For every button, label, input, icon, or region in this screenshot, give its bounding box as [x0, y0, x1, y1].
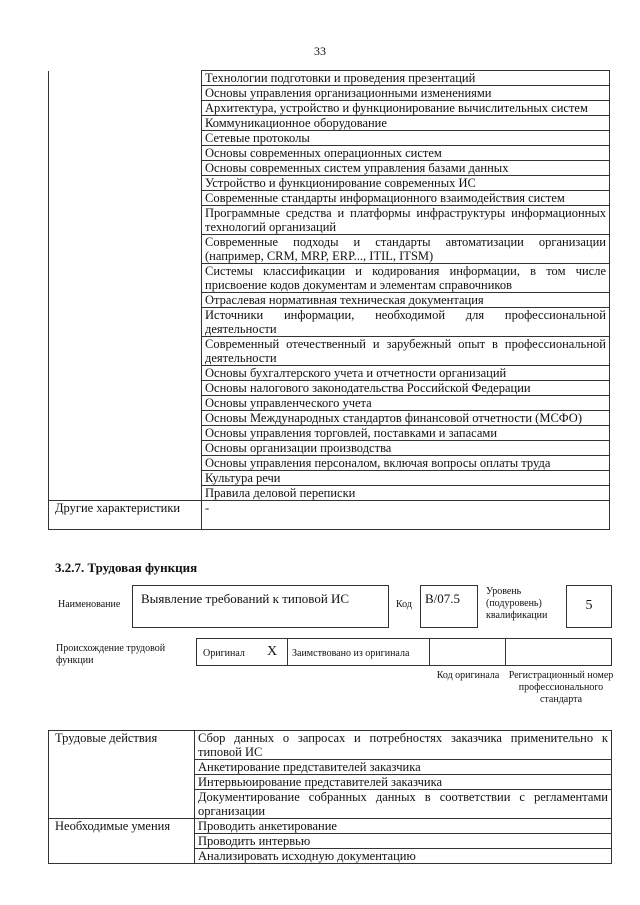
table-row — [49, 456, 610, 471]
knowledge-item: Системы классификации и кодирования информации, в том числе присвоение кодов документам и элементам справочников — [202, 264, 610, 293]
knowledge-item: Основы управления организационными изменениями — [202, 86, 610, 101]
original-mark: X — [267, 644, 278, 659]
row-label-cell — [49, 146, 202, 161]
origin-label: Происхождение трудовой функции — [56, 643, 166, 666]
row-label-cell — [49, 71, 202, 86]
knowledge-item: Современный отечественный и зарубежный опыт в профессиональной деятельности — [202, 337, 610, 366]
list-item: Проводить интервью — [195, 834, 612, 849]
knowledge-item: Архитектура, устройство и функционирование вычислительных систем — [202, 101, 610, 116]
section-title: 3.2.7. Трудовая функция — [55, 560, 198, 575]
knowledge-item: Программные средства и платформы инфраструктуры информационных технологий организаций — [202, 206, 610, 235]
table-row — [49, 161, 610, 176]
row-label-cell — [49, 486, 202, 501]
knowledge-item: Основы организации производства — [202, 441, 610, 456]
list-item: Сбор данных о запросах и потребностях заказчика применительно к типовой ИС — [195, 731, 612, 760]
other-label: Другие характеристики — [49, 501, 202, 530]
original-label: Оригинал — [203, 648, 245, 659]
row-label-cell — [49, 411, 202, 426]
code-original-cell — [430, 638, 506, 666]
knowledge-item: Отраслевая нормативная техническая документация — [202, 293, 610, 308]
table-row — [49, 471, 610, 486]
row-label-cell — [49, 116, 202, 131]
knowledge-item: Основы управленческого учета — [202, 396, 610, 411]
knowledge-item: Основы бухгалтерского учета и отчетности организаций — [202, 366, 610, 381]
knowledge-item: Основы Международных стандартов финансовой отчетности (МСФО) — [202, 411, 610, 426]
row-label-cell — [49, 441, 202, 456]
row-label-cell — [49, 235, 202, 264]
table-row — [49, 337, 610, 366]
borrowed-label: Заимствовано из оригинала — [292, 648, 410, 659]
code-value: B/07.5 — [420, 585, 478, 628]
table-row — [49, 264, 610, 293]
table-row — [49, 501, 610, 530]
row-label-cell — [49, 426, 202, 441]
row-label-cell — [49, 381, 202, 396]
knowledge-item: Основы современных систем управления базами данных — [202, 161, 610, 176]
row-label-cell — [49, 396, 202, 411]
knowledge-item: Основы налогового законодательства Российской Федерации — [202, 381, 610, 396]
table-row — [49, 86, 610, 101]
row-label-cell — [49, 86, 202, 101]
table-row — [49, 441, 610, 456]
row-label-cell — [49, 471, 202, 486]
table-row — [49, 71, 610, 86]
origin-row — [196, 638, 612, 666]
list-item: Проводить анкетирование — [195, 819, 612, 834]
row-label-cell — [49, 191, 202, 206]
row-label-cell — [49, 264, 202, 293]
list-item: Интервьюирование представителей заказчика — [195, 775, 612, 790]
knowledge-item: Основы управления персоналом, включая вопросы оплаты труда — [202, 456, 610, 471]
list-item: Анализировать исходную документацию — [195, 849, 612, 864]
reg-number-cell — [506, 638, 612, 666]
list-item: Анкетирование представителей заказчика — [195, 760, 612, 775]
table-row — [49, 176, 610, 191]
table-row — [49, 731, 612, 760]
row-label-cell — [49, 308, 202, 337]
knowledge-item: Коммуникационное оборудование — [202, 116, 610, 131]
code-label: Код — [396, 599, 412, 610]
table-row — [49, 819, 612, 834]
group-label: Необходимые умения — [49, 819, 195, 864]
row-label-cell — [49, 337, 202, 366]
row-label-cell — [49, 176, 202, 191]
table-row — [49, 146, 610, 161]
row-label-cell — [49, 161, 202, 176]
knowledge-item: Современные подходы и стандарты автоматизации организации (например, CRM, MRP, ERP..., ITIL, ITSM) — [202, 235, 610, 264]
knowledge-item: Сетевые протоколы — [202, 131, 610, 146]
table-row — [49, 366, 610, 381]
row-label-cell — [49, 131, 202, 146]
knowledge-item: Современные стандарты информационного взаимодействия систем — [202, 191, 610, 206]
other-value: - — [202, 501, 610, 530]
row-label-cell — [49, 366, 202, 381]
reg-number-label: Регистрационный номер профессионального стандарта — [508, 670, 614, 705]
function-name-value: Выявление требований к типовой ИС — [132, 585, 389, 628]
table-row — [49, 426, 610, 441]
knowledge-item: Культура речи — [202, 471, 610, 486]
list-item: Документирование собранных данных в соответствии с регламентами организации — [195, 790, 612, 819]
table-row — [49, 206, 610, 235]
name-label: Наименование — [58, 599, 121, 610]
actions-skills-table — [48, 730, 612, 864]
row-label-cell — [49, 206, 202, 235]
row-label-cell — [49, 293, 202, 308]
knowledge-item: Основы современных операционных систем — [202, 146, 610, 161]
knowledge-item: Правила деловой переписки — [202, 486, 610, 501]
row-label-cell — [49, 456, 202, 471]
table-row — [49, 308, 610, 337]
level-label: Уровень (подуровень) квалификации — [486, 586, 548, 621]
knowledge-item: Технологии подготовки и проведения презентаций — [202, 71, 610, 86]
code-original-label: Код оригинала — [436, 670, 500, 681]
knowledge-item: Источники информации, необходимой для профессиональной деятельности — [202, 308, 610, 337]
page-number: 33 — [314, 44, 326, 58]
table-row — [49, 486, 610, 501]
table-row — [49, 101, 610, 116]
table-row — [49, 293, 610, 308]
table-row — [49, 131, 610, 146]
knowledge-item: Устройство и функционирование современных ИС — [202, 176, 610, 191]
table-row — [49, 381, 610, 396]
knowledge-table — [48, 70, 610, 530]
group-label: Трудовые действия — [49, 731, 195, 819]
level-value: 5 — [566, 585, 612, 628]
row-label-cell — [49, 101, 202, 116]
original-cell — [196, 638, 288, 666]
table-row — [49, 191, 610, 206]
table-row — [49, 116, 610, 131]
knowledge-item: Основы управления торговлей, поставками и запасами — [202, 426, 610, 441]
table-row — [49, 235, 610, 264]
borrowed-cell — [288, 638, 430, 666]
table-row — [49, 411, 610, 426]
table-row — [49, 396, 610, 411]
